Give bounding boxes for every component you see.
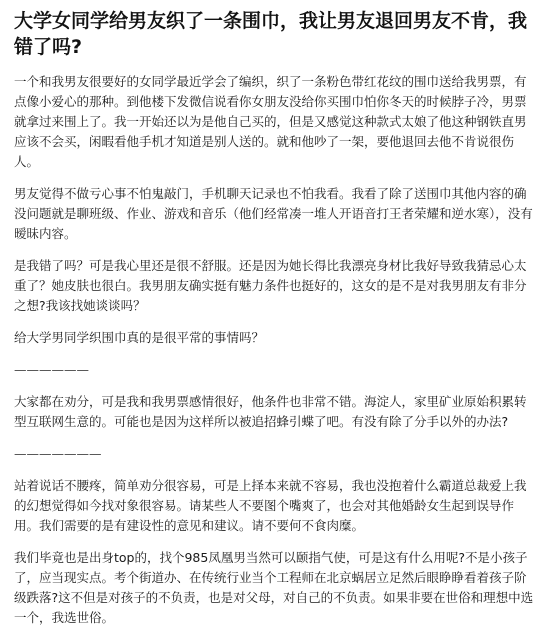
paragraph: 男友觉得不做亏心事不怕鬼敲门，手机聊天记录也不怕我看。我看了除了送围巾其他内容的确没问题就是聊班级、作业、游戏和音乐（他们经常凑一堆人开语音打王者荣耀和逆水寒），没有暧昧内容。 (14, 186, 533, 241)
paragraph: 我们毕竟也是出身top的，找个985凤凰男当然可以颐指气使，可是这有什么用呢?不是小孩子了，应当现实点。考个街道办、在传统行业当个工程师在北京蜗居立足然后眼睁睁看着孩子阶级跌落?这不但是对孩子的不负责，也是对父母，对自己的不负责。如果非要在世俗和理想中选一个，我选世俗。 (14, 550, 534, 625)
section-divider: ——————— (14, 446, 102, 461)
paragraph: 大家都在劝分，可是我和我男票感情很好，他条件也非常不错。海淀人，家里矿业原始积累转型互联网生意的。可能也是因为这样所以被追招蜂引蝶了吧。有没有除了分手以外的办法? (14, 394, 527, 429)
section-divider: —————— (14, 362, 89, 377)
paragraph: 站着说话不腰疼，简单劝分很容易，可是上择本来就不容易，我也没抱着什么霸道总裁爱上我的幻想觉得如今找对象很容易。请某些人不要图个嘴爽了，也会对其他婚龄女生起到误导作用。我们需要的是有建设性的意见和建议。请不要何不食肉糜。 (14, 478, 527, 533)
paragraph: 一个和我男友很要好的女同学最近学会了编织，织了一条粉色带红花纹的围巾送给我男票，有点像小爱心的那种。到他楼下发微信说看你女朋友没给你买围巾怕你冬天的时候脖子冷，男票就拿过来围上了。我一开始还以为是他自己买的，但是又感觉这种款式太娘了他这种钢铁直男应该不会买，闲暇看他手机才知道是别人送的。就和他吵了一架，要他退回去他不肯说很伤人。 (14, 74, 527, 169)
paragraph: 给大学男同学织围巾真的是很平常的事情吗？ (14, 330, 265, 345)
paragraph: 是我错了吗？可是我心里还是很不舒服。还是因为她长得比我漂亮身材比我好导致我猜忌心太重了？她皮肤也很白。我男朋友确实挺有魅力条件也挺好的，这女的是不是对我男朋友有非分之想?我该找她谈谈吗？ (14, 258, 527, 313)
article-title: 大学女同学给男友织了一条围巾，我让男友退回男友不肯，我错了吗? (14, 10, 528, 58)
